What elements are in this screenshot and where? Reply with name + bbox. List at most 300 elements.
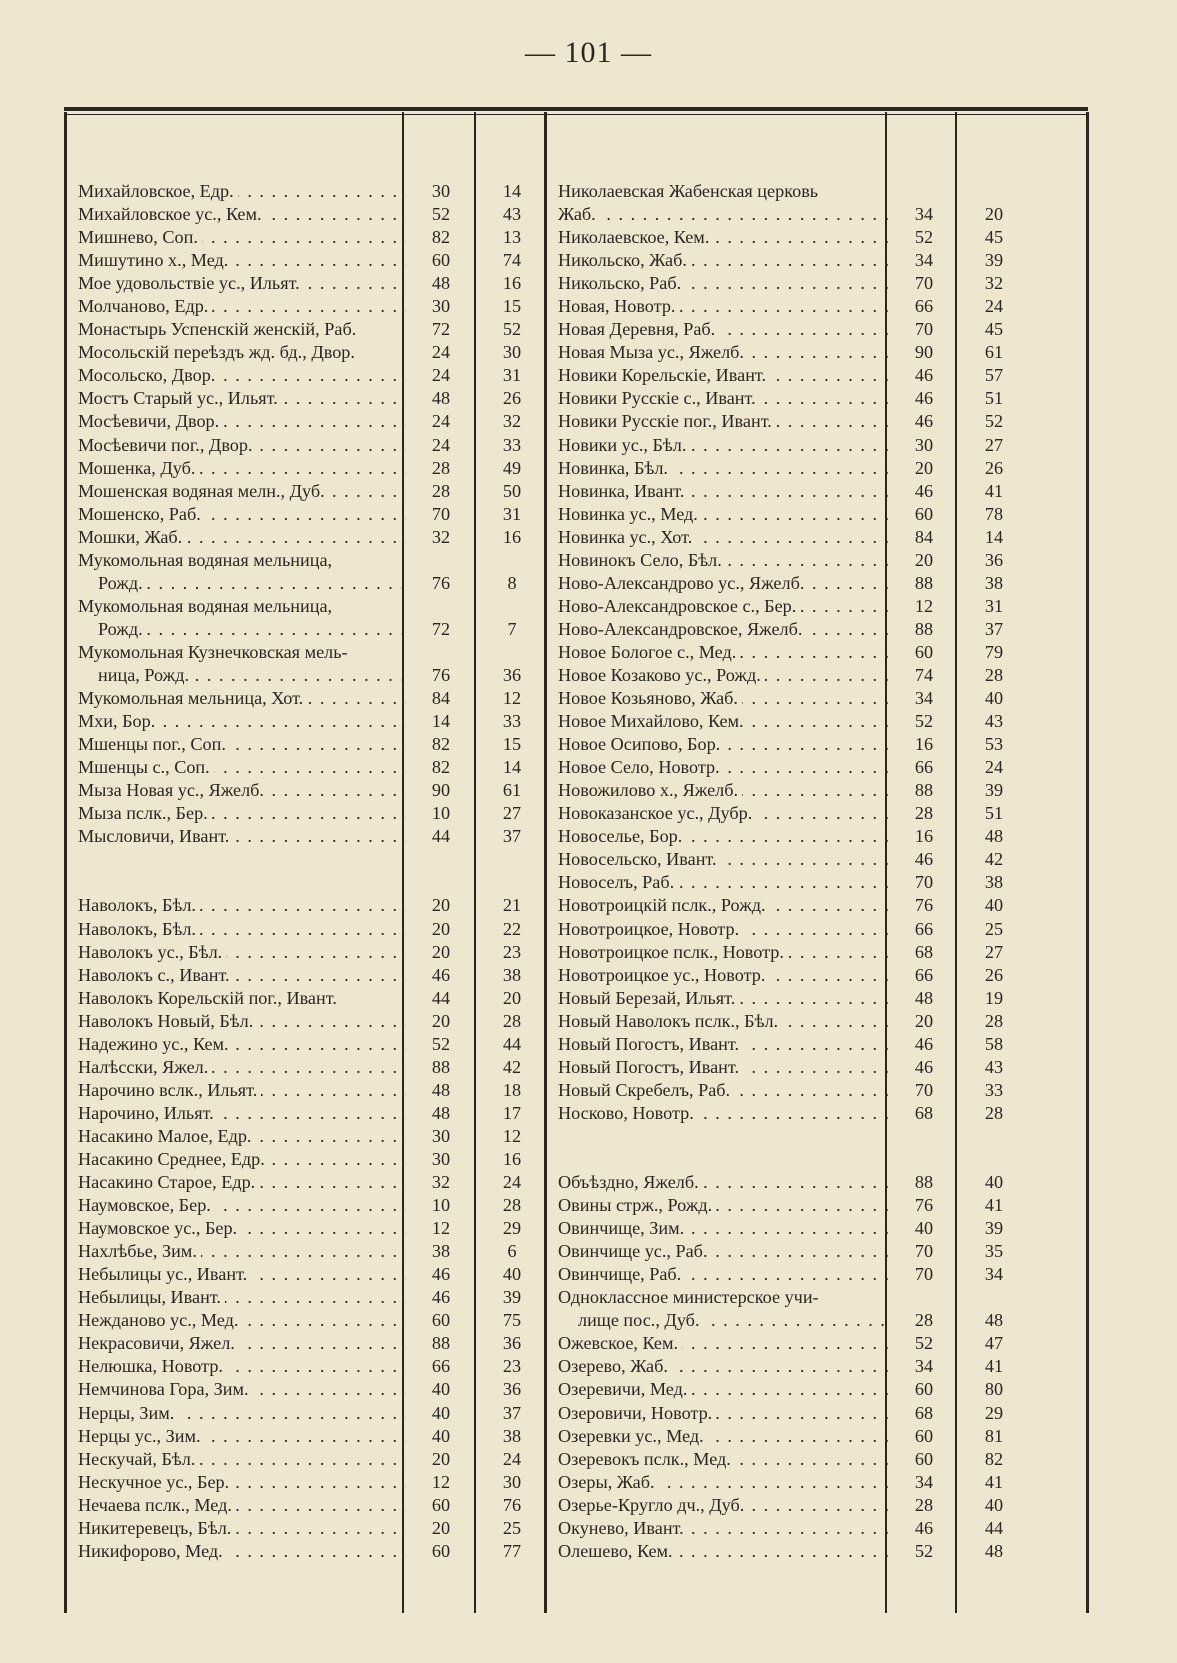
page-ref: 66: [914, 964, 934, 985]
page-ref: 88: [914, 1172, 934, 1193]
place-name: Овины стрж., Рожд. . . .: [546, 1195, 888, 1216]
page-ref: 66: [914, 757, 934, 778]
place-name: Некрасовичи, Яжел. . . .: [66, 1333, 406, 1354]
place-name: Рожд. . . .: [66, 619, 406, 640]
entry-ref: 78: [984, 503, 1004, 524]
place-name: Насакино Среднее, Едр. . . .: [66, 1149, 406, 1170]
table-row: [66, 549, 548, 572]
place-name: Небылицы, Ивант. . . .: [66, 1287, 406, 1308]
table-row: [66, 434, 548, 457]
page-ref: 40: [431, 1425, 451, 1446]
place-name: Озерево, Жаб. . . .: [546, 1356, 888, 1377]
table-row: [546, 434, 1028, 457]
table-row: [546, 249, 1028, 272]
table-row: [546, 941, 1028, 964]
table-row: [546, 1171, 1028, 1194]
place-name: Новое Бологое с., Мед. . . .: [546, 642, 888, 663]
table-row: [66, 1263, 548, 1286]
page-ref: 68: [914, 1102, 934, 1123]
place-name: Наволокъ, Бѣл. . . .: [66, 919, 406, 940]
table-row: [546, 295, 1028, 318]
table-row: [546, 894, 1028, 917]
page-ref: 60: [431, 1540, 451, 1561]
page-ref: 46: [914, 411, 934, 432]
page-ref: 38: [431, 1241, 451, 1262]
page-ref: 88: [431, 1056, 451, 1077]
entry-ref: 24: [502, 1172, 522, 1193]
table-row: [546, 526, 1028, 549]
page-ref: 34: [914, 1356, 934, 1377]
table-row: [546, 802, 1028, 825]
page-ref: 60: [914, 1425, 934, 1446]
place-name: лище пос., Дуб. . . .: [546, 1310, 888, 1331]
entry-ref: 14: [502, 181, 522, 202]
entry-ref: 31: [984, 595, 1004, 616]
entry-ref: 51: [984, 388, 1004, 409]
entry-ref: 13: [502, 227, 522, 248]
table-row: [546, 964, 1028, 987]
page-ref: 82: [431, 227, 451, 248]
place-name: Мыза Новая ус., Яжелб. . . .: [66, 780, 406, 801]
entry-ref: 52: [502, 319, 522, 340]
entry-ref: 36: [502, 665, 522, 685]
page-ref: 48: [431, 388, 451, 409]
page-ref: 48: [914, 987, 934, 1008]
page-ref: 12: [431, 1218, 451, 1239]
table-row: [66, 1217, 548, 1240]
table-row: [66, 503, 548, 526]
page-ref: 20: [431, 941, 451, 962]
table-row: [66, 1148, 548, 1171]
place-name: Наумовское ус., Бер. . . .: [66, 1218, 406, 1239]
entry-ref: 34: [984, 1264, 1004, 1285]
table-row: [66, 894, 548, 917]
entry-ref: 44: [984, 1517, 1004, 1538]
entry-ref: 33: [984, 1079, 1004, 1100]
table-row: [546, 1355, 1028, 1378]
place-name: Новый Наволокъ пслк., Бѣл. . . .: [546, 1011, 888, 1032]
table-row: [546, 1010, 1028, 1033]
place-name: Новинка, Ивант. . . .: [546, 481, 888, 502]
entry-ref: 40: [984, 1172, 1004, 1193]
page-ref: 10: [431, 803, 451, 824]
entry-ref: 16: [502, 1148, 522, 1169]
entry-ref: 25: [502, 1517, 522, 1538]
page-ref: 52: [431, 204, 451, 225]
entry-ref: 28: [502, 1010, 522, 1031]
entry-ref: 38: [502, 964, 522, 985]
entry-ref: 29: [984, 1402, 1004, 1423]
table-row: [66, 1286, 548, 1309]
page-ref: 46: [914, 365, 934, 386]
entry-ref: 53: [984, 734, 1004, 755]
place-name: Нерцы ус., Зим. . . .: [66, 1426, 406, 1447]
page-ref: 40: [914, 1218, 934, 1239]
table-row: [66, 848, 548, 871]
page-ref: 20: [914, 1010, 934, 1031]
entry-ref: 58: [984, 1033, 1004, 1054]
place-name: Нарочино вслк., Ильят. . . .: [66, 1080, 406, 1101]
page-ref: 52: [914, 1540, 934, 1561]
entry-ref: 41: [984, 480, 1004, 501]
page-ref: 12: [431, 1471, 451, 1492]
page-ref: 74: [914, 665, 934, 685]
entry-ref: 43: [502, 204, 522, 225]
table-row: [66, 1540, 548, 1563]
page-ref: 72: [431, 319, 451, 340]
place-name: Новики ус., Бѣл. . . .: [546, 435, 888, 456]
entry-ref: 28: [502, 1195, 522, 1216]
place-name: ница, Рожд. . . .: [66, 665, 406, 686]
place-name: [546, 1126, 888, 1147]
entry-ref: 30: [502, 342, 522, 363]
table-row: [546, 1309, 1028, 1332]
place-name: Насакино Малое, Едр. . . .: [66, 1126, 406, 1147]
page-ref: 24: [431, 434, 451, 455]
place-name: Нежданово ус., Мед. . . .: [66, 1310, 406, 1331]
table-row: [546, 410, 1028, 433]
entry-ref: 48: [984, 1540, 1004, 1561]
table-row: [66, 572, 548, 595]
table-row: [546, 825, 1028, 848]
place-name: Озеревокъ пслк., Мед. . . .: [546, 1449, 888, 1470]
place-name: Наволокъ с., Ивант. . . .: [66, 965, 406, 986]
page-ref: 46: [431, 1287, 451, 1308]
page-ref: 48: [431, 273, 451, 294]
table-row: [66, 457, 548, 480]
place-name: Нерцы, Зим. . . .: [66, 1403, 406, 1424]
table-row: [66, 1194, 548, 1217]
table-row: [546, 687, 1028, 710]
place-name: Овинчище, Раб. . . .: [546, 1264, 888, 1285]
table-row: [546, 1448, 1028, 1471]
page-ref: 66: [914, 296, 934, 317]
entry-ref: 61: [984, 342, 1004, 363]
table-row: [66, 180, 548, 203]
table-row: [546, 848, 1028, 871]
page-ref: 82: [431, 734, 451, 755]
table-row: [546, 710, 1028, 733]
entry-ref: 31: [502, 503, 522, 524]
entry-ref: 30: [502, 1471, 522, 1492]
entry-ref: 28: [984, 665, 1004, 685]
page-ref: 34: [914, 688, 934, 709]
entry-ref: 28: [984, 1102, 1004, 1123]
table-row: [66, 941, 548, 964]
entry-ref: 36: [502, 1379, 522, 1400]
place-name: Мукомольная Кузнечковская мель-: [66, 642, 406, 663]
table-row: [546, 480, 1028, 503]
entry-ref: 16: [502, 273, 522, 294]
entry-ref: 75: [502, 1310, 522, 1331]
entry-ref: 79: [984, 641, 1004, 662]
place-name: Наволокъ Корельскій пог., Ивант.: [66, 988, 406, 1009]
table-row: [66, 779, 548, 802]
entry-ref: 50: [502, 480, 522, 501]
page-ref: 34: [914, 204, 934, 225]
page-number: — 101 —: [525, 36, 652, 69]
table-row: [546, 341, 1028, 364]
place-name: Небылицы ус., Ивант. . . .: [66, 1264, 406, 1285]
place-name: Новое Козьяново, Жаб. . . .: [546, 688, 888, 709]
entry-ref: 28: [984, 1010, 1004, 1031]
table-row: [66, 480, 548, 503]
table-row: [66, 387, 548, 410]
place-name: Ново-Александровское с., Бер. . . .: [546, 596, 888, 617]
table-row: [546, 641, 1028, 664]
table-row: [66, 733, 548, 756]
entry-ref: 25: [984, 918, 1004, 939]
table-row: [66, 272, 548, 295]
page-ref: 70: [914, 872, 934, 893]
table-row: [66, 641, 548, 664]
page-ref: 68: [914, 941, 934, 962]
entry-ref: 48: [984, 826, 1004, 847]
page-ref: 46: [914, 1056, 934, 1077]
table-row: [66, 226, 548, 249]
entry-ref: 74: [502, 250, 522, 271]
place-name: Олешево, Кем. . . .: [546, 1541, 888, 1562]
entry-ref: 36: [502, 1333, 522, 1354]
page-ref: 28: [431, 457, 451, 478]
table-row: [66, 987, 548, 1010]
place-name: Новотроицкій пслк., Рожд. . . .: [546, 895, 888, 916]
place-name: Мосѣевичи, Двор. . . .: [66, 411, 406, 432]
entry-ref: 26: [984, 964, 1004, 985]
table-row: [66, 341, 548, 364]
page-ref: 30: [431, 1125, 451, 1146]
page-ref: 66: [431, 1356, 451, 1377]
table-row: [66, 825, 548, 848]
table-row: [546, 1378, 1028, 1401]
page-ref: 46: [914, 388, 934, 409]
place-name: Наволокъ ус., Бѣл. . . .: [66, 942, 406, 963]
place-name: Новотроицкое пслк., Новотр. . . .: [546, 942, 888, 963]
entry-ref: 43: [984, 711, 1004, 732]
entry-ref: 40: [984, 1494, 1004, 1515]
place-name: Ново-Александрово ус., Яжелб. . . .: [546, 573, 888, 594]
page-ref: 70: [914, 273, 934, 294]
entry-ref: 39: [984, 1218, 1004, 1239]
place-name: Озеревичи, Мед. . . .: [546, 1379, 888, 1400]
place-name: Новосельско, Ивант. . . .: [546, 849, 888, 870]
entry-ref: 35: [984, 1241, 1004, 1262]
page-ref: 46: [914, 1033, 934, 1054]
entry-ref: 27: [984, 434, 1004, 455]
place-name: Мыза пслк., Бер. . . .: [66, 803, 406, 824]
entry-ref: 39: [984, 780, 1004, 801]
page-ref: 52: [914, 711, 934, 732]
entry-ref: 38: [984, 572, 1004, 593]
place-name: Мукомольная водяная мельница,: [66, 596, 406, 617]
place-name: Новое Осипово, Бор. . . .: [546, 734, 888, 755]
entry-ref: 14: [984, 526, 1004, 547]
page-ref: 46: [914, 1517, 934, 1538]
place-name: Николаевская Жабенская церковь: [546, 181, 888, 202]
table-row: [66, 249, 548, 272]
entry-ref: 20: [984, 204, 1004, 225]
place-name: Новинка ус., Хот. . . .: [546, 527, 888, 548]
table-row: [546, 503, 1028, 526]
place-name: Михайловское ус., Кем. . . .: [66, 204, 406, 225]
entry-ref: 39: [502, 1287, 522, 1308]
page-ref: 48: [431, 1102, 451, 1123]
table-row: [546, 364, 1028, 387]
place-name: Мошенка, Дуб. . . .: [66, 458, 406, 479]
page-ref: 46: [914, 849, 934, 870]
page-ref: 30: [914, 434, 934, 455]
table-row: [66, 710, 548, 733]
table-row: [66, 1010, 548, 1033]
gazetteer-table: [66, 180, 1088, 1563]
page-ref: 28: [914, 1494, 934, 1515]
entry-ref: 26: [984, 457, 1004, 478]
entry-ref: 61: [502, 780, 522, 801]
place-name: Новое Село, Новотр. . . .: [546, 757, 888, 778]
page-ref: 52: [914, 1333, 934, 1354]
place-name: Нелюшка, Новотр. . . .: [66, 1356, 406, 1377]
table-row: [66, 1378, 548, 1401]
page-ref: 20: [914, 549, 934, 570]
page-ref: 28: [914, 803, 934, 824]
table-row: [546, 1148, 1028, 1171]
table-row: [546, 1240, 1028, 1263]
place-name: Носково, Новотр. . . .: [546, 1103, 888, 1124]
place-name: Мошки, Жаб. . . .: [66, 527, 406, 548]
page-ref: 88: [431, 1333, 451, 1354]
place-name: Мосѣевичи пог., Двор. . . .: [66, 435, 406, 456]
place-name: [66, 872, 406, 893]
place-name: Жаб. . . .: [546, 204, 888, 225]
entry-ref: 23: [502, 941, 522, 962]
table-row: [66, 1448, 548, 1471]
place-name: Новая Мыза ус., Яжелб. . . .: [546, 342, 888, 363]
table-row: [546, 1425, 1028, 1448]
page-ref: 88: [914, 780, 934, 801]
entry-ref: 7: [507, 618, 517, 639]
place-name: Мостъ Старый ус., Ильят. . . .: [66, 388, 406, 409]
place-name: Мошенская водяная мелн., Дуб. . . .: [66, 481, 406, 502]
entry-ref: 45: [984, 319, 1004, 340]
entry-ref: 42: [502, 1056, 522, 1077]
page-ref: 72: [431, 618, 451, 639]
entry-ref: 29: [502, 1218, 522, 1239]
place-name: Мое удовольствіе ус., Ильят. . . .: [66, 273, 406, 294]
entry-ref: 14: [502, 757, 522, 778]
place-name: Налѣсски, Яжел. . . .: [66, 1057, 406, 1078]
page-ref: 44: [431, 987, 451, 1008]
table-row: [66, 687, 548, 710]
page-ref: 60: [914, 1379, 934, 1400]
page-ref: 24: [431, 365, 451, 386]
table-row: [546, 572, 1028, 595]
table-row: [546, 1217, 1028, 1240]
table-row: [546, 756, 1028, 779]
entry-ref: 37: [984, 618, 1004, 639]
table-row: [66, 1171, 548, 1194]
page-ref: 90: [914, 342, 934, 363]
table-row: [546, 1263, 1028, 1286]
place-name: Нечаева пслк., Мед. . . .: [66, 1495, 406, 1516]
place-name: Михайловское, Едр. . . .: [66, 181, 406, 202]
place-name: Объѣздно, Яжелб. . . .: [546, 1172, 888, 1193]
table-row: [546, 1194, 1028, 1217]
table-row: [546, 457, 1028, 480]
page-ref: 20: [431, 918, 451, 939]
table-row: [546, 1102, 1028, 1125]
page-ref: 88: [914, 618, 934, 639]
entry-ref: 49: [502, 457, 522, 478]
table-row: [546, 549, 1028, 572]
page-ref: 40: [431, 1379, 451, 1400]
table-row: [66, 203, 548, 226]
place-name: Монастырь Успенскій женскій, Раб.: [66, 319, 406, 340]
place-name: Новики Корельскіе, Ивант. . . .: [546, 365, 888, 386]
place-name: Новики Русскіе с., Ивант. . . .: [546, 388, 888, 409]
page-ref: 16: [914, 734, 934, 755]
place-name: Мишнево, Соп. . . .: [66, 227, 406, 248]
place-name: Овинчище ус., Раб. . . .: [546, 1241, 888, 1262]
page-ref: 34: [914, 250, 934, 271]
table-row: [546, 1540, 1028, 1563]
table-row: [66, 1125, 548, 1148]
table-row: [546, 1079, 1028, 1102]
entry-ref: 76: [502, 1494, 522, 1515]
table-row: [66, 1494, 548, 1517]
entry-ref: 33: [502, 711, 522, 732]
page-ref: 76: [431, 665, 451, 685]
table-row: [546, 318, 1028, 341]
page-ref: 76: [914, 1195, 934, 1216]
entry-ref: 31: [502, 365, 522, 386]
place-name: Новотроицкое, Новотр. . . .: [546, 919, 888, 940]
place-name: Мшенцы пог., Соп. . . .: [66, 734, 406, 755]
page-ref: 60: [431, 1310, 451, 1331]
table-row: [546, 203, 1028, 226]
page-ref: 84: [431, 688, 451, 709]
page-ref: 44: [431, 826, 451, 847]
place-name: Мукомольная водяная мельница,: [66, 550, 406, 571]
entry-ref: 15: [502, 296, 522, 317]
page-ref: 60: [431, 1494, 451, 1515]
page-ref: 34: [914, 1471, 934, 1492]
place-name: Новая, Новотр. . . .: [546, 296, 888, 317]
entry-ref: 27: [502, 803, 522, 824]
page-ref: 76: [914, 895, 934, 916]
entry-ref: 18: [502, 1079, 522, 1100]
place-name: Ожевское, Кем. . . .: [546, 1333, 888, 1354]
page-ref: 46: [914, 480, 934, 501]
table-row: [66, 595, 548, 618]
place-name: Новоказанское ус., Дубр. . . .: [546, 803, 888, 824]
entry-ref: 36: [984, 549, 1004, 570]
entry-ref: 24: [984, 757, 1004, 778]
table-row: [66, 1240, 548, 1263]
table-row: [66, 802, 548, 825]
entry-ref: 40: [984, 895, 1004, 916]
page-ref: 12: [914, 595, 934, 616]
page-ref: 30: [431, 181, 451, 202]
place-name: [546, 1149, 888, 1170]
table-row: [66, 964, 548, 987]
place-name: Наумовское, Бер. . . .: [66, 1195, 406, 1216]
place-name: Рожд. . . .: [66, 573, 406, 594]
table-row: [546, 595, 1028, 618]
left-column: [66, 180, 548, 1563]
page-ref: 60: [914, 1448, 934, 1469]
entry-ref: 41: [984, 1195, 1004, 1216]
entry-ref: 77: [502, 1540, 522, 1561]
